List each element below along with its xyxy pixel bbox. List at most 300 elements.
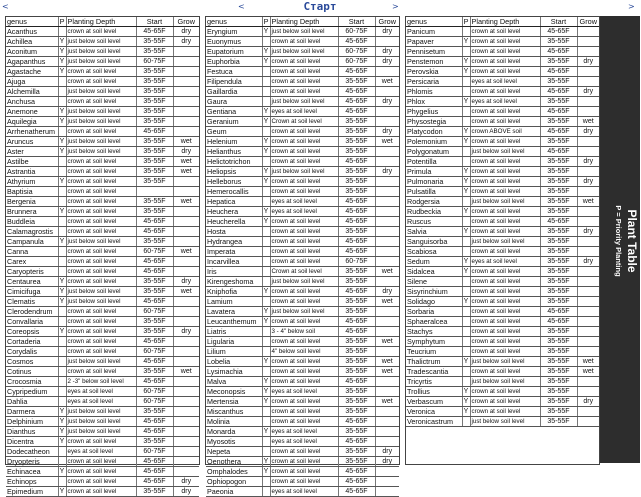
table-row: [406, 147, 599, 157]
start-cell: 35-55F: [338, 347, 375, 357]
grow-cell: dry: [577, 257, 599, 267]
depth-cell: crown at soil level: [470, 187, 540, 197]
table-row: [206, 297, 399, 307]
genus-cell: Brunnera: [6, 207, 58, 217]
depth-cell: crown at soil level: [470, 47, 540, 57]
column-header-genus: genus: [406, 17, 462, 27]
genus-cell: Polemonium: [406, 137, 462, 147]
genus-cell: Campanula: [6, 237, 58, 247]
genus-cell: Helleborus: [206, 177, 262, 187]
grow-cell: dry: [577, 127, 599, 137]
grow-cell: wet: [375, 367, 399, 377]
priority-cell: Y: [463, 258, 469, 265]
grow-cell: [577, 67, 599, 77]
grow-cell: dry: [173, 487, 199, 497]
grow-cell: wet: [375, 357, 399, 367]
column-header-depth: Planting Depth: [270, 17, 338, 27]
depth-cell: crown at soil level: [66, 157, 136, 167]
table-row: [6, 367, 199, 377]
left-arrow-icon[interactable]: <: [238, 2, 245, 11]
table-row: [6, 377, 199, 387]
priority-cell: [462, 337, 470, 347]
depth-cell: just below soil level: [66, 87, 136, 97]
depth-cell: eyes at soil level: [270, 487, 338, 497]
start-cell: 45-65F: [540, 127, 577, 137]
genus-cell: Geum: [206, 127, 262, 137]
table-column-3: [405, 16, 600, 465]
start-cell: 45-65F: [338, 217, 375, 227]
start-cell: 35-55F: [338, 267, 375, 277]
depth-cell: crown at soil level: [470, 217, 540, 227]
depth-cell: crown at soil level: [470, 287, 540, 297]
grow-cell: dry: [173, 327, 199, 337]
start-cell: 35-55F: [338, 167, 375, 177]
genus-cell: Festuca: [206, 67, 262, 77]
priority-cell: [262, 407, 270, 417]
depth-cell: crown at soil level: [270, 67, 338, 77]
start-cell: 35-55F: [338, 457, 375, 467]
table-row: [406, 227, 599, 237]
start-cell: 35-55F: [540, 247, 577, 257]
priority-cell: [262, 477, 270, 487]
depth-cell: crown at soil level: [270, 87, 338, 97]
depth-cell: 3 - 4" below soil: [270, 327, 338, 337]
priority-cell: Y: [263, 378, 269, 385]
start-cell: 45-65F: [540, 47, 577, 57]
genus-cell: Meconopsis: [206, 387, 262, 397]
depth-cell: eyes at soil level: [270, 107, 338, 117]
start-cell: 35-55F: [136, 437, 173, 447]
table-row: [6, 57, 199, 67]
genus-cell: Pennisetum: [406, 47, 462, 57]
start-cell: 45-65F: [540, 67, 577, 77]
depth-cell: just below soil level: [270, 47, 338, 57]
table-row: [206, 127, 399, 137]
table-row: [206, 347, 399, 357]
grow-cell: [173, 207, 199, 217]
priority-cell: Y: [59, 58, 65, 65]
genus-cell: Lavatera: [206, 307, 262, 317]
start-cell: 35-55F: [338, 227, 375, 237]
column-header-start: Start: [338, 17, 375, 27]
depth-cell: crown at soil level: [270, 407, 338, 417]
table-row: [406, 287, 599, 297]
priority-cell: [262, 327, 270, 337]
depth-cell: crown at soil level: [470, 407, 540, 417]
table-row: [206, 327, 399, 337]
start-cell: 45-65F: [540, 217, 577, 227]
right-arrow-icon[interactable]: >: [628, 2, 635, 11]
depth-cell: crown at soil level: [270, 77, 338, 87]
genus-cell: Helianthus: [206, 147, 262, 157]
grow-cell: [577, 337, 599, 347]
table-row: [6, 417, 199, 427]
genus-cell: Aconitum: [6, 47, 58, 57]
grow-cell: [577, 267, 599, 277]
priority-cell: Y: [59, 298, 65, 305]
grow-cell: [173, 67, 199, 77]
priority-cell: Y: [59, 418, 65, 425]
priority-cell: [262, 37, 270, 47]
start-cell: 60-75F: [136, 397, 173, 407]
genus-cell: Nepeta: [206, 447, 262, 457]
start-cell: 45-65F: [136, 377, 173, 387]
grow-cell: [173, 77, 199, 87]
genus-cell: Gentiana: [206, 107, 262, 117]
depth-cell: crown at soil level: [66, 127, 136, 137]
table-row: [406, 277, 599, 287]
priority-cell: Y: [59, 118, 65, 125]
grow-cell: wet: [375, 77, 399, 87]
depth-cell: just below soil level: [270, 277, 338, 287]
priority-cell: Y: [59, 138, 65, 145]
start-cell: 45-65F: [338, 377, 375, 387]
priority-cell: Y: [263, 308, 269, 315]
depth-cell: crown at soil level: [270, 37, 338, 47]
depth-cell: crown at soil level: [470, 117, 540, 127]
table-row: [206, 217, 399, 227]
grow-cell: wet: [375, 397, 399, 407]
priority-cell: Y: [59, 148, 65, 155]
start-cell: 45-65F: [338, 37, 375, 47]
depth-cell: crown at soil level: [270, 397, 338, 407]
grow-cell: [577, 217, 599, 227]
grow-cell: [173, 217, 199, 227]
genus-cell: Sanguisorba: [406, 237, 462, 247]
priority-cell: Y: [463, 68, 469, 75]
depth-cell: crown at soil level: [470, 37, 540, 47]
start-cell: 60-75F: [338, 57, 375, 67]
priority-cell: [262, 247, 270, 257]
grow-cell: dry: [577, 157, 599, 167]
grow-cell: [577, 287, 599, 297]
depth-cell: crown at soil level: [66, 367, 136, 377]
start-cell: 35-55F: [338, 387, 375, 397]
genus-cell: Cosmos: [6, 357, 58, 367]
grow-cell: [577, 317, 599, 327]
priority-cell: Y: [263, 48, 269, 55]
priority-cell: [262, 277, 270, 287]
table-row: [406, 187, 599, 197]
grow-cell: [173, 257, 199, 267]
depth-cell: crown at soil level: [470, 267, 540, 277]
left-arrow-icon[interactable]: <: [2, 2, 9, 11]
priority-cell: Y: [263, 428, 269, 435]
grow-cell: [577, 167, 599, 177]
start-cell: 35-55F: [540, 117, 577, 127]
table-row: [206, 87, 399, 97]
table-row: [406, 237, 599, 247]
genus-cell: Monarda: [206, 427, 262, 437]
genus-cell: Dianthus: [6, 427, 58, 437]
depth-cell: crown at soil level: [470, 367, 540, 377]
start-cell: 35-55F: [136, 487, 173, 497]
plant-table: [406, 17, 599, 427]
priority-cell: Y: [59, 438, 65, 445]
priority-cell: [262, 237, 270, 247]
priority-cell: [462, 107, 470, 117]
grow-cell: dry: [173, 477, 199, 487]
grow-cell: [577, 247, 599, 257]
depth-cell: eyes at soil level: [270, 387, 338, 397]
depth-cell: just below soil level: [66, 107, 136, 117]
genus-cell: Incarvillea: [206, 257, 262, 267]
priority-cell: [58, 77, 66, 87]
table-row: [206, 27, 399, 37]
grow-cell: [173, 177, 199, 187]
genus-cell: Cortaderia: [6, 337, 58, 347]
priority-cell: Y: [59, 178, 65, 185]
grow-cell: [375, 437, 399, 447]
depth-cell: crown at soil level: [470, 347, 540, 357]
table-row: [6, 327, 199, 337]
depth-cell: just below soil level: [66, 47, 136, 57]
start-cell: 35-55F: [136, 157, 173, 167]
grow-cell: [173, 417, 199, 427]
depth-cell: crown at soil level: [270, 477, 338, 487]
table-row: [6, 137, 199, 147]
start-cell: 35-55F: [540, 177, 577, 187]
table-column-2: [205, 16, 400, 496]
genus-cell: Anemone: [6, 107, 58, 117]
priority-cell: [58, 377, 66, 387]
depth-cell: crown at soil level: [270, 467, 338, 477]
start-cell: 45-65F: [338, 87, 375, 97]
depth-cell: crown at soil level: [470, 277, 540, 287]
table-row: [206, 417, 399, 427]
grow-cell: [375, 157, 399, 167]
grow-cell: dry: [173, 277, 199, 287]
grow-cell: [577, 187, 599, 197]
priority-cell: [58, 257, 66, 267]
genus-cell: Cotinus: [6, 367, 58, 377]
grow-cell: [375, 347, 399, 357]
genus-cell: Stachys: [406, 327, 462, 337]
priority-cell: [58, 127, 66, 137]
depth-cell: crown at soil level: [270, 237, 338, 247]
start-cell: 45-65F: [338, 477, 375, 487]
priority-cell: [462, 327, 470, 337]
table-row: [206, 67, 399, 77]
depth-cell: eyes at soil level: [66, 387, 136, 397]
depth-cell: just below soil level: [66, 237, 136, 247]
genus-cell: Iris: [206, 267, 262, 277]
table-row: [206, 477, 399, 487]
genus-cell: Liatris: [206, 327, 262, 337]
depth-cell: crown at soil level: [270, 57, 338, 67]
grow-cell: [577, 327, 599, 337]
grow-cell: [577, 147, 599, 157]
start-cell: 45-65F: [136, 257, 173, 267]
genus-cell: Canna: [6, 247, 58, 257]
start-cell: 35-55F: [540, 327, 577, 337]
depth-cell: just below soil level: [470, 357, 540, 367]
depth-cell: crown at soil level: [270, 257, 338, 267]
grow-cell: wet: [375, 297, 399, 307]
table-row: [406, 407, 599, 417]
grow-cell: wet: [375, 267, 399, 277]
grow-cell: dry: [577, 397, 599, 407]
genus-cell: Anchusa: [6, 97, 58, 107]
table-row: [406, 107, 599, 117]
priority-cell: Y: [59, 408, 65, 415]
grow-cell: wet: [173, 287, 199, 297]
table-header-row: [6, 17, 199, 27]
grow-cell: [375, 307, 399, 317]
genus-cell: Verbascum: [406, 397, 462, 407]
genus-cell: Platycodon: [406, 127, 462, 137]
table-row: [406, 377, 599, 387]
grow-cell: wet: [375, 337, 399, 347]
table-row: [406, 167, 599, 177]
start-cell: 35-55F: [136, 327, 173, 337]
depth-cell: crown at soil level: [66, 277, 136, 287]
priority-cell: [262, 187, 270, 197]
depth-cell: crown at soil level: [270, 317, 338, 327]
grow-cell: dry: [375, 167, 399, 177]
table-row: [6, 187, 199, 197]
genus-cell: Aruncus: [6, 137, 58, 147]
start-cell: 45-65F: [540, 147, 577, 157]
grow-cell: [577, 407, 599, 417]
table-row: [406, 97, 599, 107]
plant-table: [206, 17, 399, 497]
start-cell: 35-55F: [136, 77, 173, 87]
grow-cell: [577, 37, 599, 47]
genus-cell: Gaura: [206, 97, 262, 107]
priority-cell: Y: [463, 178, 469, 185]
genus-cell: Carex: [6, 257, 58, 267]
start-cell: 45-65F: [338, 237, 375, 247]
genus-cell: Agapanthus: [6, 57, 58, 67]
priority-cell: Y: [463, 38, 469, 45]
genus-cell: Agastache: [6, 67, 58, 77]
genus-cell: Coreopsis: [6, 327, 58, 337]
genus-cell: Silene: [406, 277, 462, 287]
genus-cell: Tricyrtis: [406, 377, 462, 387]
table-row: [206, 387, 399, 397]
grow-cell: [577, 77, 599, 87]
priority-cell: Y: [463, 228, 469, 235]
priority-cell: [58, 447, 66, 457]
genus-cell: Rudbeckia: [406, 207, 462, 217]
column-header-p: P: [263, 17, 269, 26]
grow-cell: wet: [173, 167, 199, 177]
start-cell: 45-65F: [136, 357, 173, 367]
priority-cell: [462, 117, 470, 127]
priority-cell: [58, 337, 66, 347]
table-row: [6, 317, 199, 327]
genus-cell: Kniphofia: [206, 287, 262, 297]
depth-cell: eyes at soil level: [270, 197, 338, 207]
genus-cell: Paeonia: [206, 487, 262, 497]
depth-cell: crown at soil level: [66, 27, 136, 37]
table-row: [6, 297, 199, 307]
depth-cell: just below soil level: [66, 37, 136, 47]
genus-cell: Clerodendrum: [6, 307, 58, 317]
start-cell: 45-65F: [136, 337, 173, 347]
priority-cell: Y: [463, 358, 469, 365]
table-row: [206, 467, 399, 477]
start-cell: 35-55F: [338, 127, 375, 137]
start-cell: 35-55F: [338, 297, 375, 307]
priority-cell: Y: [263, 178, 269, 185]
table-row: [406, 367, 599, 377]
priority-cell: [462, 197, 470, 207]
table-row: [6, 27, 199, 37]
grow-cell: [375, 217, 399, 227]
depth-cell: crown at soil level: [470, 27, 540, 37]
start-cell: 60-75F: [338, 47, 375, 57]
table-row: [406, 117, 599, 127]
table-row: [6, 47, 199, 57]
table-row: [6, 97, 199, 107]
grow-cell: dry: [173, 147, 199, 157]
genus-cell: Calamagrostis: [6, 227, 58, 237]
priority-cell: [58, 267, 66, 277]
start-cell: 45-65F: [136, 477, 173, 487]
depth-cell: just below soil level: [470, 377, 540, 387]
start-cell: 35-55F: [136, 37, 173, 47]
depth-cell: just below soil level: [66, 57, 136, 67]
depth-cell: crown at soil level: [66, 247, 136, 257]
grow-cell: [577, 27, 599, 37]
priority-cell: Y: [59, 238, 65, 245]
grow-cell: dry: [375, 47, 399, 57]
start-cell: 35-55F: [540, 347, 577, 357]
right-arrow-icon[interactable]: >: [392, 2, 399, 11]
priority-cell: Y: [463, 128, 469, 135]
genus-cell: Achillea: [6, 37, 58, 47]
side-title: Plant Table: [625, 209, 639, 273]
priority-cell: [462, 47, 470, 57]
start-cell: 35-55F: [540, 417, 577, 427]
genus-cell: Ophiopogon: [206, 477, 262, 487]
start-cell: 35-55F: [338, 397, 375, 407]
priority-cell: Y: [263, 168, 269, 175]
genus-cell: Sorbaria: [406, 307, 462, 317]
grow-cell: [173, 87, 199, 97]
genus-cell: Malva: [206, 377, 262, 387]
priority-cell: Y: [263, 208, 269, 215]
table-row: [406, 67, 599, 77]
table-row: [6, 237, 199, 247]
depth-cell: just below soil level: [470, 197, 540, 207]
grow-cell: [375, 387, 399, 397]
priority-cell: Y: [59, 468, 65, 475]
depth-cell: crown at soil level: [470, 337, 540, 347]
table-row: [206, 377, 399, 387]
priority-cell: Y: [59, 108, 65, 115]
start-cell: 60-75F: [136, 387, 173, 397]
priority-cell: [262, 437, 270, 447]
grow-cell: [375, 107, 399, 117]
priority-cell: [58, 97, 66, 107]
depth-cell: crown at soil level: [66, 467, 136, 477]
table-row: [206, 277, 399, 287]
priority-cell: Y: [59, 208, 65, 215]
genus-cell: Scabiosa: [406, 247, 462, 257]
depth-cell: just below soil level: [66, 427, 136, 437]
genus-cell: Myosotis: [206, 437, 262, 447]
start-cell: 35-55F: [540, 277, 577, 287]
table-row: [406, 347, 599, 357]
genus-cell: Cimicifuga: [6, 287, 58, 297]
start-cell: 60-75F: [136, 307, 173, 317]
table-row: [6, 397, 199, 407]
grow-cell: dry: [375, 97, 399, 107]
genus-cell: Sisyrinchium: [406, 287, 462, 297]
